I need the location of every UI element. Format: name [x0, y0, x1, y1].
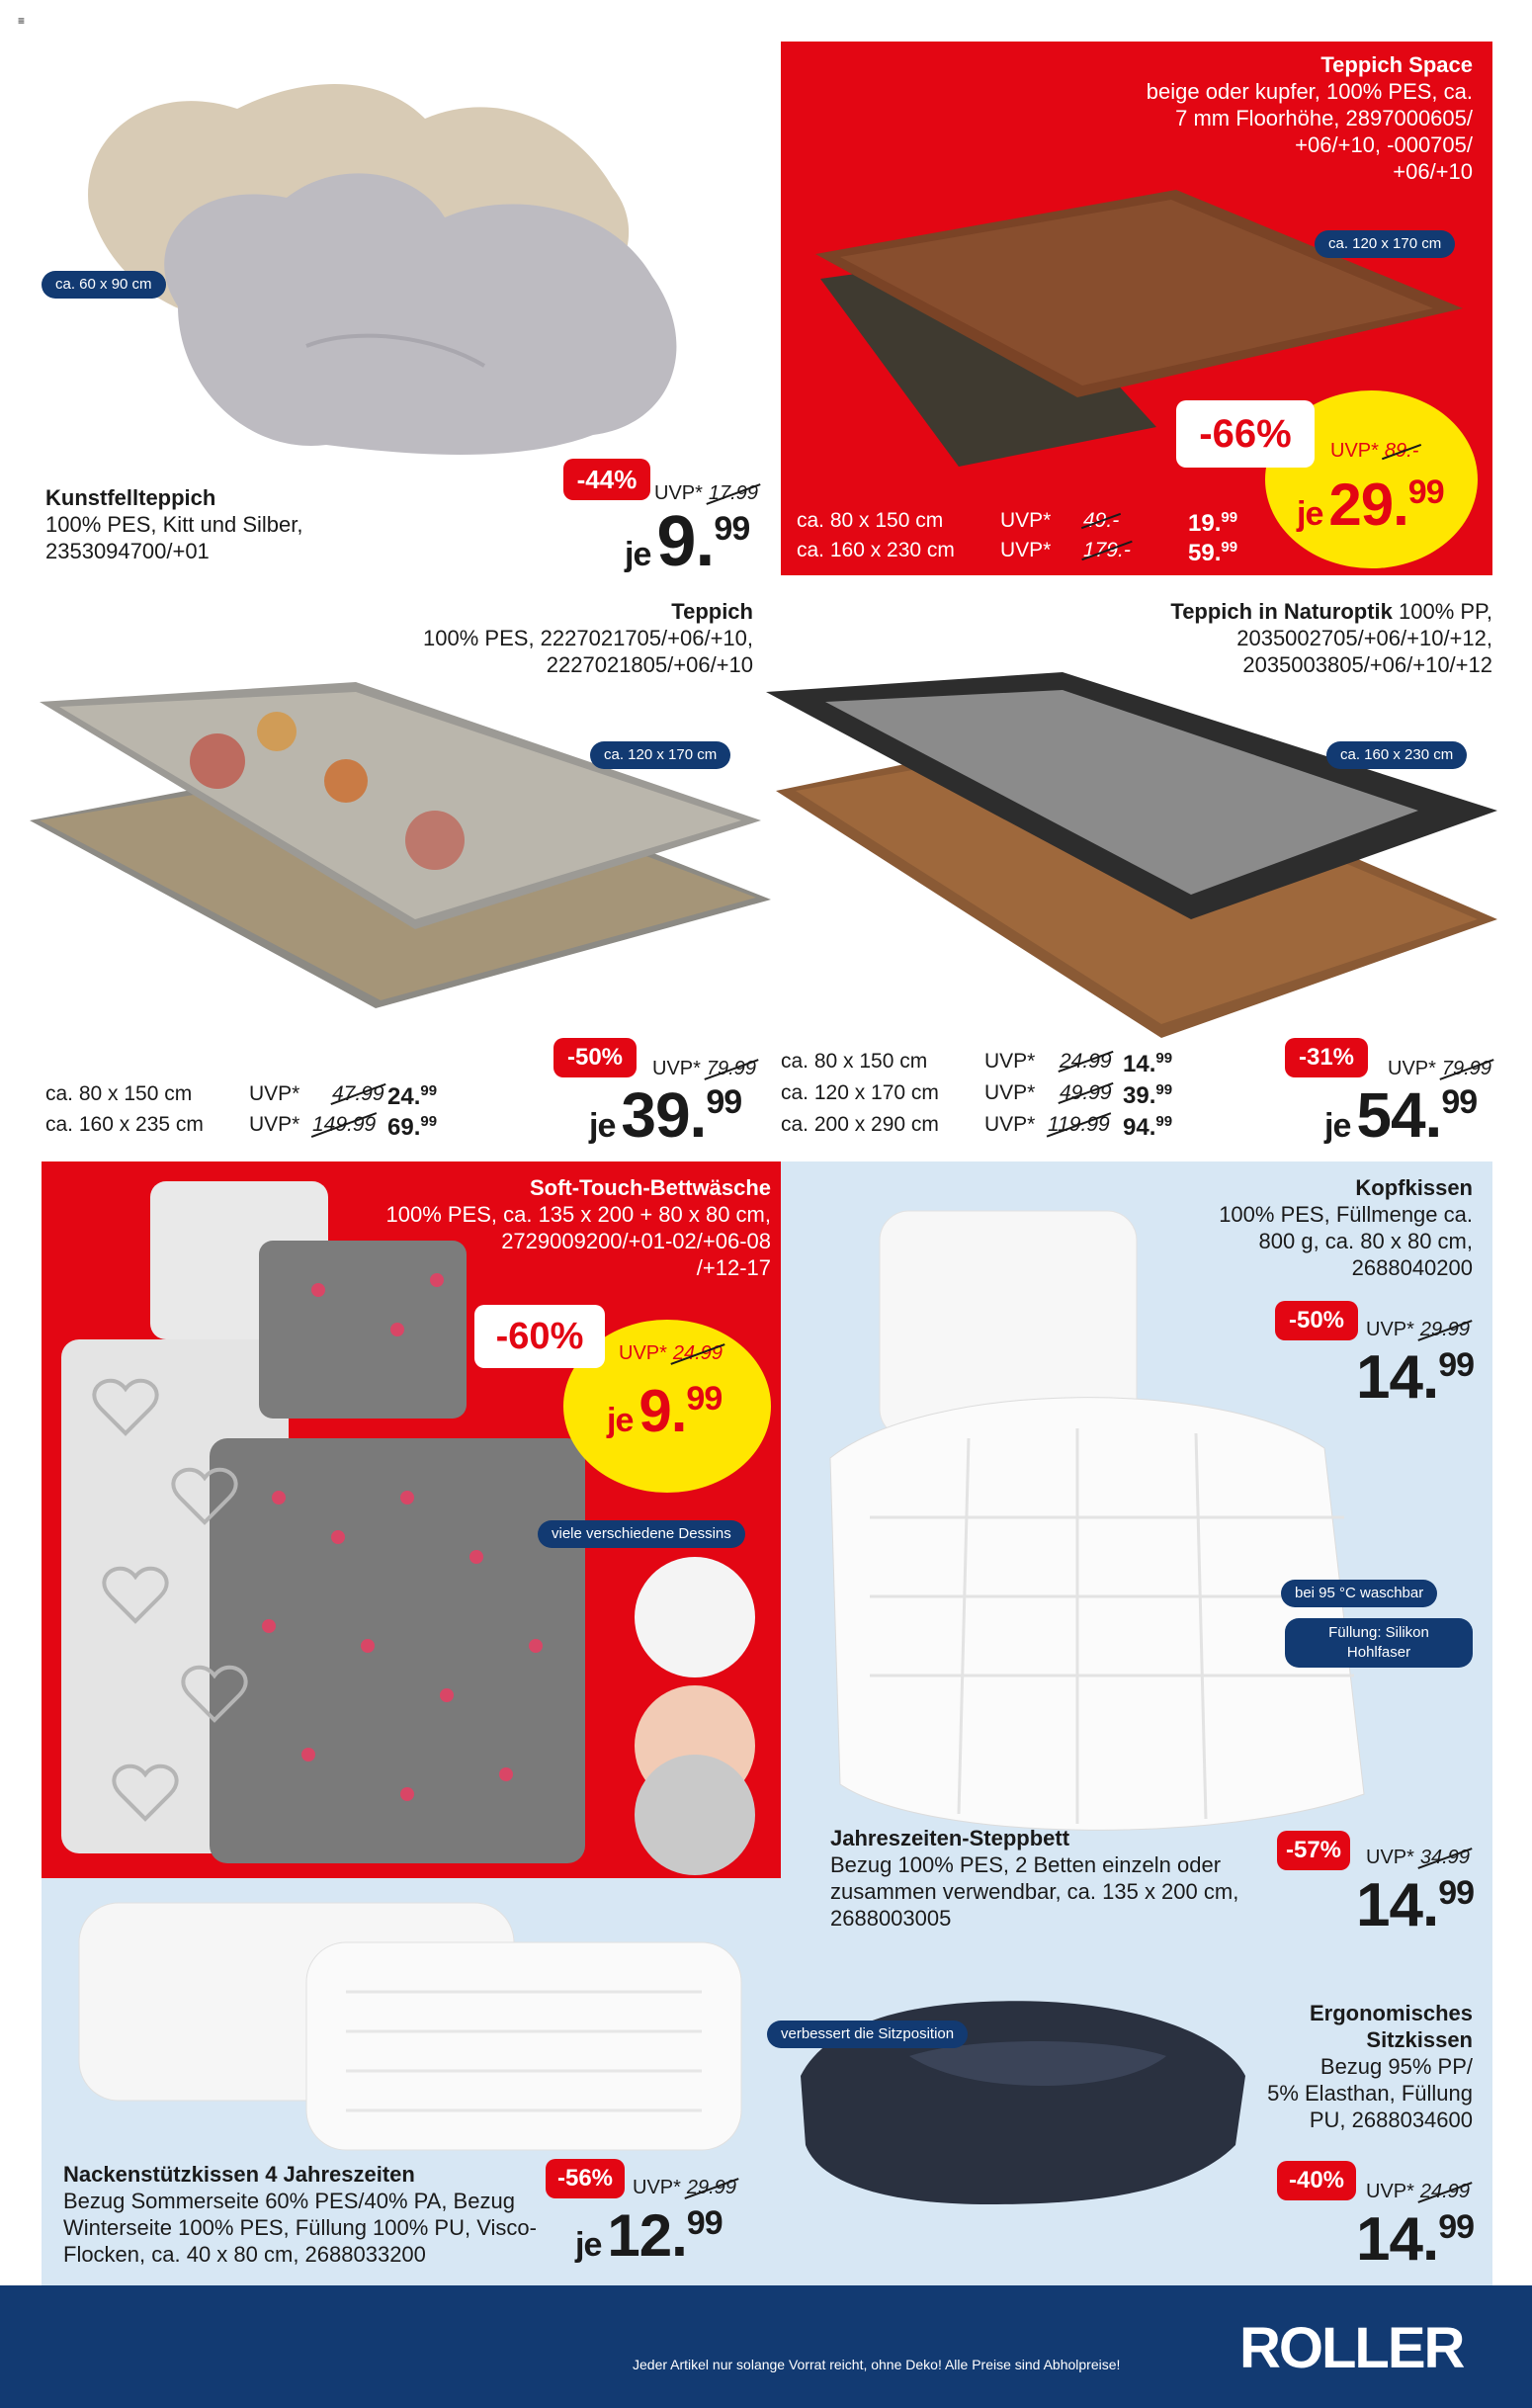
uvp-old-price: 89.- [1384, 440, 1419, 462]
dessin-swatch-check [635, 1755, 755, 1875]
new-int: 39. [1123, 1082, 1156, 1109]
nacken-desc-1: Bezug Sommerseite 60% PES/40% PA, Bezug [63, 2189, 515, 2213]
steppbett-discount-badge: -57% [1277, 1831, 1350, 1870]
natur-uvp [1388, 1058, 1491, 1080]
kunstfell-desc-2: 2353094700/+01 [45, 539, 210, 563]
new-int: 24. [387, 1083, 421, 1110]
kunstfell-discount-badge: -44% [563, 459, 650, 500]
price-int: 39. [621, 1079, 707, 1151]
natur-price [1324, 1079, 1477, 1151]
natur-rug-image [766, 672, 1517, 1048]
teppich-uvp [652, 1058, 756, 1080]
steppbett-desc-1: Bezug 100% PES, 2 Betten einzeln oder [830, 1852, 1222, 1877]
variant-new-price [1123, 1113, 1172, 1142]
price-int: 54. [1356, 1079, 1442, 1151]
bettwaesche-title: Soft-Touch-Bettwäsche [529, 1175, 771, 1200]
uvp-label: UVP* [1366, 2181, 1414, 2202]
sitzkissen-desc-2: 5% Elasthan, Füllung [1267, 2081, 1473, 2106]
teppich-size-pill: ca. 120 x 170 cm [590, 741, 730, 769]
new-int: 94. [1123, 1114, 1156, 1141]
je-label: je [1297, 495, 1323, 533]
variant-size: ca. 160 x 230 cm [797, 539, 955, 561]
space-discount-badge: -66% [1176, 400, 1315, 468]
price-int: 14. [1356, 1871, 1439, 1939]
je-label: je [1324, 1107, 1351, 1145]
price-int: 29. [1328, 472, 1408, 538]
price-cents: 99 [1407, 473, 1444, 511]
nacken-desc-3: Flocken, ca. 40 x 80 cm, 2688033200 [63, 2242, 426, 2267]
steppbett-desc-3: 2688003005 [830, 1906, 952, 1931]
price-cents: 99 [1441, 1083, 1478, 1121]
natur-title: Teppich in Naturoptik [1170, 599, 1393, 624]
bettwaesche-desc-1: 100% PES, ca. 135 x 200 + 80 x 80 cm, [385, 1202, 771, 1227]
je-label: je [607, 1402, 634, 1439]
variant-uvp: UVP* [1000, 509, 1052, 532]
new-int: 59. [1188, 540, 1222, 566]
nacken-discount-badge: -56% [546, 2159, 625, 2198]
kunstfell-desc-1: 100% PES, Kitt und Silber, [45, 512, 303, 537]
variant-uvp: UVP* [1000, 539, 1052, 561]
sitzkissen-title-2: Sitzkissen [1366, 2027, 1473, 2052]
new-cents: 99 [420, 1082, 438, 1099]
steppbett-filling-pill [1285, 1618, 1473, 1668]
uvp-label: UVP* [654, 482, 703, 504]
variant-new-price [1123, 1081, 1172, 1110]
natur-size-pill: ca. 160 x 230 cm [1326, 741, 1467, 769]
kopfkissen-discount-badge: -50% [1275, 1301, 1358, 1340]
steppbett-desc-2: zusammen verwendbar, ca. 135 x 200 cm, [830, 1879, 1239, 1904]
variant-old-price: 179.- [1083, 539, 1131, 561]
bettwaesche-price [607, 1376, 722, 1447]
price-int: 9. [656, 502, 715, 581]
variant-new-price [387, 1113, 437, 1142]
variant-old-price: 49.- [1083, 509, 1120, 532]
uvp-label: UVP* [633, 2177, 681, 2198]
variant-size: ca. 160 x 235 cm [45, 1113, 204, 1136]
nacken-uvp [633, 2177, 736, 2199]
je-label: je [575, 2226, 602, 2264]
uvp-old-price: 79.99 [1441, 1058, 1491, 1079]
uvp-label: UVP* [1388, 1058, 1436, 1079]
teppich-rug-image [20, 682, 771, 1058]
new-cents: 99 [420, 1113, 438, 1130]
natur-desc-2: 2035003805/+06/+10/+12 [1242, 652, 1492, 677]
variant-uvp: UVP* [984, 1050, 1036, 1073]
footer-note: Jeder Artikel nur solange Vorrat reicht, ohne Deko! Alle Preise sind Abholpreise! [633, 2357, 1121, 2372]
steppbett-uvp [1366, 1847, 1470, 1869]
price-cents: 99 [1438, 1874, 1475, 1912]
uvp-old-price: 29.99 [686, 2177, 736, 2198]
teppich-desc-1: 100% PES, 2227021705/+06/+10, [423, 626, 753, 650]
je-label: je [625, 536, 651, 573]
sitzkissen-posture-pill: verbessert die Sitzposition [767, 2021, 968, 2048]
new-int: 14. [1123, 1051, 1156, 1077]
space-variant-row [797, 539, 1241, 568]
space-desc-4: +06/+10 [1393, 159, 1473, 184]
price-int: 14. [1356, 1343, 1439, 1412]
natur-variant-row [781, 1081, 1196, 1111]
filling-line-1: Füllung: Silikon [1328, 1624, 1429, 1641]
uvp-label: UVP* [652, 1058, 701, 1079]
new-cents: 99 [1155, 1113, 1173, 1130]
variant-new-price [1123, 1050, 1172, 1078]
sitzkissen-discount-badge: -40% [1277, 2161, 1356, 2200]
kunstfell-size-pill: ca. 60 x 90 cm [42, 271, 166, 299]
uvp-label: UVP* [1366, 1319, 1414, 1340]
space-desc-3: +06/+10, -000705/ [1295, 132, 1473, 157]
new-cents: 99 [1221, 539, 1238, 556]
new-cents: 99 [1155, 1050, 1173, 1067]
je-label: je [589, 1107, 616, 1145]
natur-title-suffix: 100% PP, [1392, 599, 1492, 624]
space-title: Teppich Space [1320, 52, 1473, 77]
variant-new-price [1188, 509, 1237, 538]
price-cents: 99 [714, 510, 750, 548]
sitzkissen-desc-3: PU, 2688034600 [1309, 2107, 1473, 2132]
teppich-price [589, 1079, 741, 1151]
space-variant-row [797, 509, 1241, 539]
steppbett-title: Jahreszeiten-Steppbett [830, 1826, 1070, 1850]
price-cents: 99 [706, 1083, 742, 1121]
kunstfell-title: Kunstfellteppich [45, 485, 216, 510]
uvp-label: UVP* [619, 1342, 667, 1364]
price-cents: 99 [686, 2204, 723, 2242]
uvp-old-price: 79.99 [706, 1058, 756, 1079]
price-cents: 99 [686, 1380, 723, 1418]
variant-old-price: 47.99 [332, 1082, 384, 1105]
teppich-variant-row [45, 1082, 461, 1112]
uvp-old-price: 17.99 [708, 482, 758, 504]
natur-title-line [988, 598, 1492, 625]
uvp-label: UVP* [1366, 1847, 1414, 1868]
neck-pillows-image [59, 1893, 771, 2170]
sitzkissen-uvp [1366, 2181, 1470, 2203]
space-uvp [1330, 440, 1418, 463]
variant-new-price [1188, 539, 1237, 567]
new-cents: 99 [1155, 1081, 1173, 1098]
sitzkissen-desc-1: Bezug 95% PP/ [1319, 2054, 1473, 2079]
variant-old-price: 149.99 [312, 1113, 377, 1136]
variant-size: ca. 80 x 150 cm [45, 1082, 193, 1105]
sitzkissen-title-1: Ergonomisches [1309, 2001, 1473, 2025]
kunstfell-price [625, 502, 750, 581]
space-size-pill: ca. 120 x 170 cm [1315, 230, 1455, 258]
page-mark: ≡ [18, 14, 26, 28]
uvp-old-price: 24.99 [1419, 2181, 1470, 2202]
space-desc-1: beige oder kupfer, 100% PES, ca. [1146, 79, 1473, 104]
new-int: 19. [1188, 510, 1222, 537]
price-int: 14. [1356, 2205, 1439, 2274]
pillow-duvet-image [810, 1201, 1483, 1844]
fur-rug-image [59, 49, 771, 465]
natur-variant-row [781, 1050, 1196, 1079]
kopfkissen-desc-1: 100% PES, Füllmenge ca. [1219, 1202, 1473, 1227]
nacken-desc-2: Winterseite 100% PES, Füllung 100% PU, Visco- [63, 2215, 537, 2240]
space-price [1297, 470, 1444, 541]
teppich-desc-2: 2227021805/+06/+10 [546, 652, 753, 677]
bettwaesche-desc-2: 2729009200/+01-02/+06-08 [501, 1229, 771, 1253]
uvp-old-price: 34.99 [1419, 1847, 1470, 1868]
steppbett-price [1356, 1870, 1474, 1941]
natur-variant-row [781, 1113, 1196, 1143]
natur-desc-1: 2035002705/+06/+10/+12, [1236, 626, 1492, 650]
uvp-old-price: 24.99 [672, 1342, 723, 1364]
kopfkissen-title: Kopfkissen [1355, 1175, 1473, 1200]
roller-logo[interactable]: ROLLER [1239, 2316, 1464, 2380]
variant-uvp: UVP* [984, 1113, 1036, 1136]
kopfkissen-desc-2: 800 g, ca. 80 x 80 cm, [1258, 1229, 1473, 1253]
uvp-label: UVP* [1330, 440, 1379, 462]
bettwaesche-desc-3: /+12-17 [696, 1255, 771, 1280]
filling-line-2: Hohlfaser [1346, 1644, 1411, 1661]
variant-size: ca. 200 x 290 cm [781, 1113, 939, 1136]
steppbett-wash-pill: bei 95 °C waschbar [1281, 1580, 1437, 1607]
variant-old-price: 24.99 [1060, 1050, 1112, 1073]
sitzkissen-price [1356, 2204, 1474, 2276]
price-int: 9. [638, 1378, 687, 1444]
space-desc-2: 7 mm Floorhöhe, 2897000605/ [1175, 106, 1473, 130]
teppich-variant-row [45, 1113, 461, 1143]
kopfkissen-desc-3: 2688040200 [1351, 1255, 1473, 1280]
variant-size: ca. 80 x 150 cm [781, 1050, 928, 1073]
price-cents: 99 [1438, 2208, 1475, 2246]
nacken-price [575, 2200, 723, 2272]
bettwaesche-dessins-pill: viele verschiedene Dessins [538, 1520, 745, 1548]
footer-bar [0, 2285, 1532, 2408]
price-int: 12. [607, 2202, 687, 2269]
nacken-title: Nackenstützkissen 4 Jahreszeiten [63, 2162, 415, 2187]
variant-size: ca. 80 x 150 cm [797, 509, 944, 532]
natur-discount-badge: -31% [1285, 1038, 1368, 1077]
variant-uvp: UVP* [249, 1082, 300, 1105]
new-cents: 99 [1221, 509, 1238, 526]
variant-uvp: UVP* [249, 1113, 300, 1136]
new-int: 69. [387, 1114, 421, 1141]
bettwaesche-discount-badge: -60% [474, 1305, 605, 1368]
bettwaesche-uvp [619, 1342, 723, 1365]
teppich-discount-badge: -50% [553, 1038, 637, 1077]
dessin-swatch-floral [635, 1557, 755, 1677]
variant-uvp: UVP* [984, 1081, 1036, 1104]
variant-old-price: 49.99 [1060, 1081, 1112, 1104]
variant-old-price: 119.99 [1048, 1113, 1110, 1136]
uvp-old-price: 29.99 [1419, 1319, 1470, 1340]
variant-new-price [387, 1082, 437, 1111]
teppich-title: Teppich [671, 599, 753, 624]
variant-size: ca. 120 x 170 cm [781, 1081, 939, 1104]
price-cents: 99 [1438, 1346, 1475, 1384]
